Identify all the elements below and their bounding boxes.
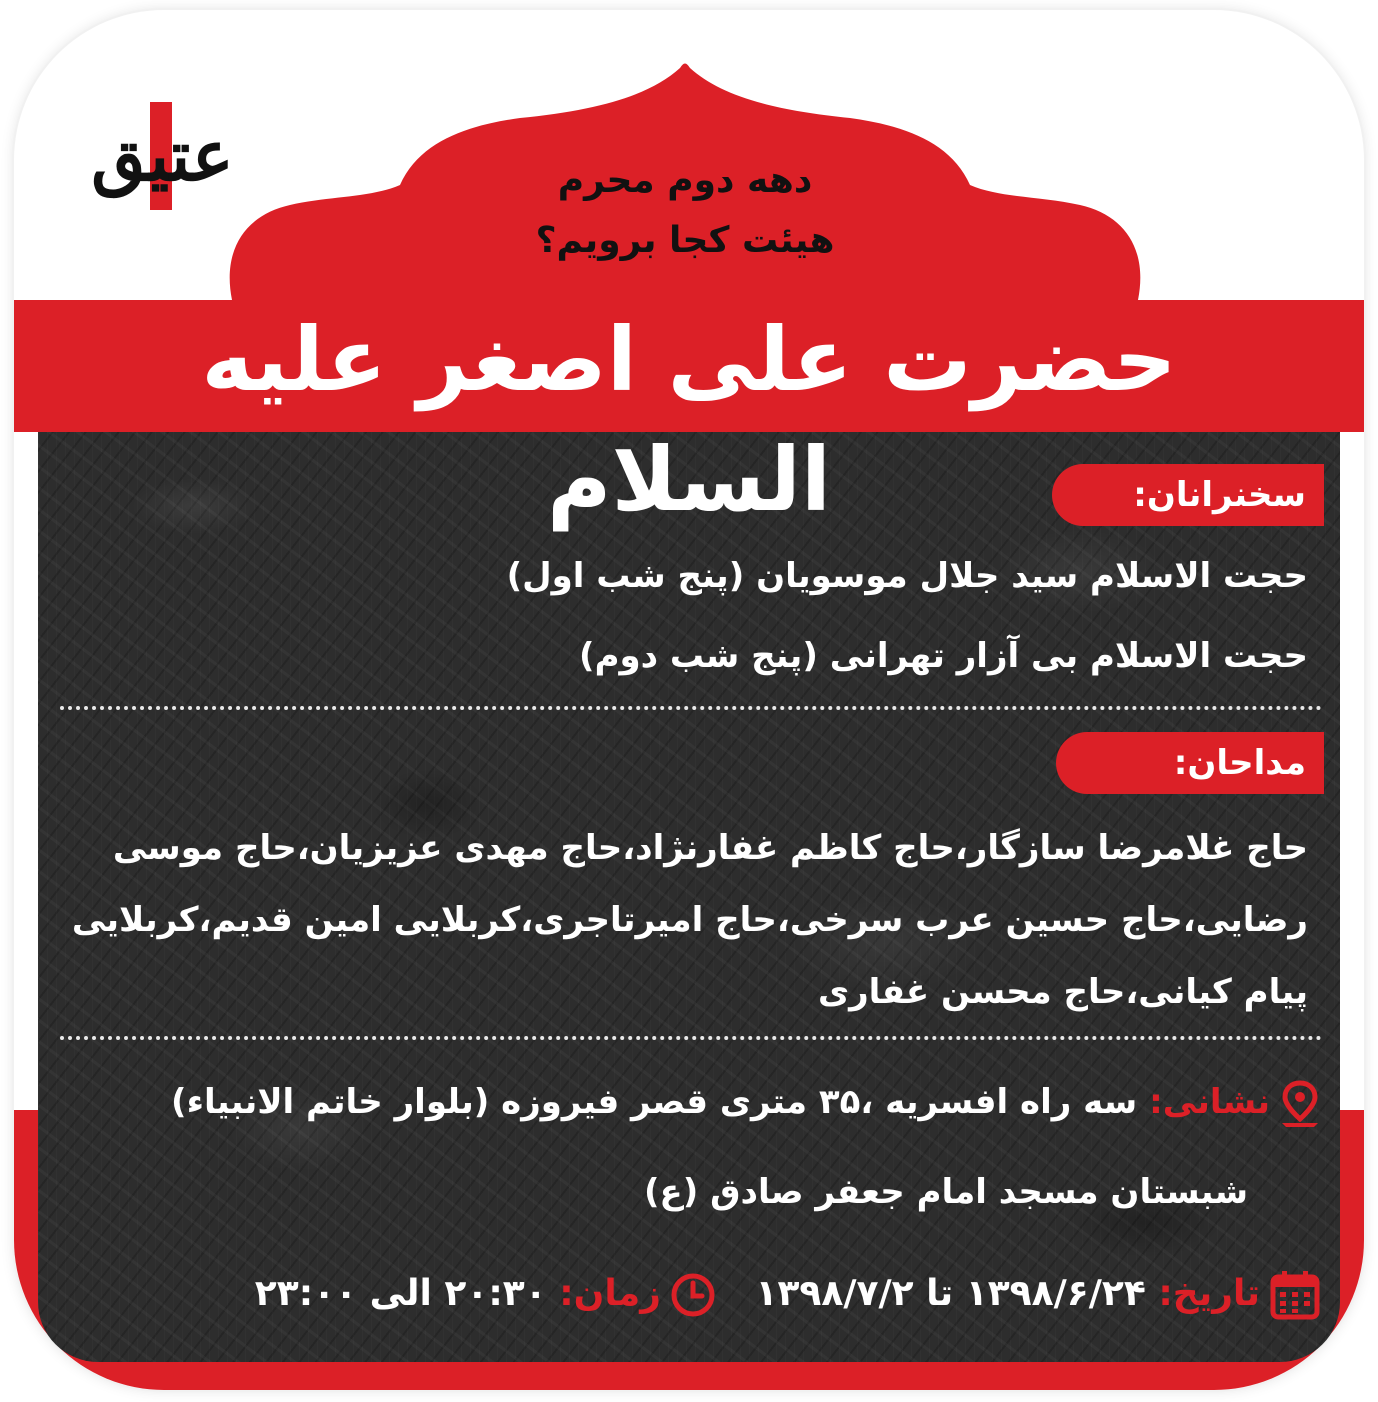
singers-list: حاج غلامرضا سازگار،حاج کاظم غفارنژاد،حاج مهدی عزیزیان،حاج موسی رضایی،حاج حسین عرب سرخی،حاج امیرتاجری،کربلایی امین قدیم،کربلایی پیام کیانی،حاج محسن غفاری (71, 828, 1308, 1012)
address-label: نشانی: (1149, 1082, 1270, 1122)
singers-label: مداحان: (1056, 732, 1324, 794)
time-value: ۲۰:۳۰ الی ۲۳:۰۰ (254, 1273, 547, 1314)
speaker-item: حجت الاسلام بی آزار تهرانی (پنج شب دوم) (579, 636, 1308, 676)
address-line-1: سه راه افسریه ،۳۵ متری قصر فیروزه (بلوار خاتم الانبیاء) (171, 1082, 1138, 1122)
calendar-icon (1268, 1268, 1322, 1322)
dotted-divider (60, 706, 1322, 710)
speakers-label: سخنرانان: (1052, 464, 1324, 526)
time-label: زمان: (559, 1273, 661, 1314)
dotted-divider (60, 1036, 1322, 1040)
address-line-2: شبستان مسجد امام جعفر صادق (ع) (643, 1172, 1248, 1212)
speaker-item: حجت الاسلام سید جلال موسویان (پنج شب اول) (506, 556, 1308, 596)
logo-text: عتیق (91, 114, 234, 197)
address-row (62, 1070, 1322, 1134)
date-value: ۱۳۹۸/۶/۲۴ تا ۱۳۹۸/۷/۲ (755, 1273, 1146, 1314)
schedule-row (52, 1254, 1322, 1334)
clock-icon (669, 1271, 717, 1319)
header-line-2: هیئت کجا برویم؟ (535, 220, 835, 261)
date-label: تاریخ: (1158, 1273, 1260, 1314)
brand-logo (80, 102, 245, 210)
header-line-1: دهه دوم محرم (557, 160, 813, 201)
location-pin-icon (1278, 1079, 1322, 1129)
page-title: حضرت علی اصغر علیه السلام (201, 308, 1177, 531)
